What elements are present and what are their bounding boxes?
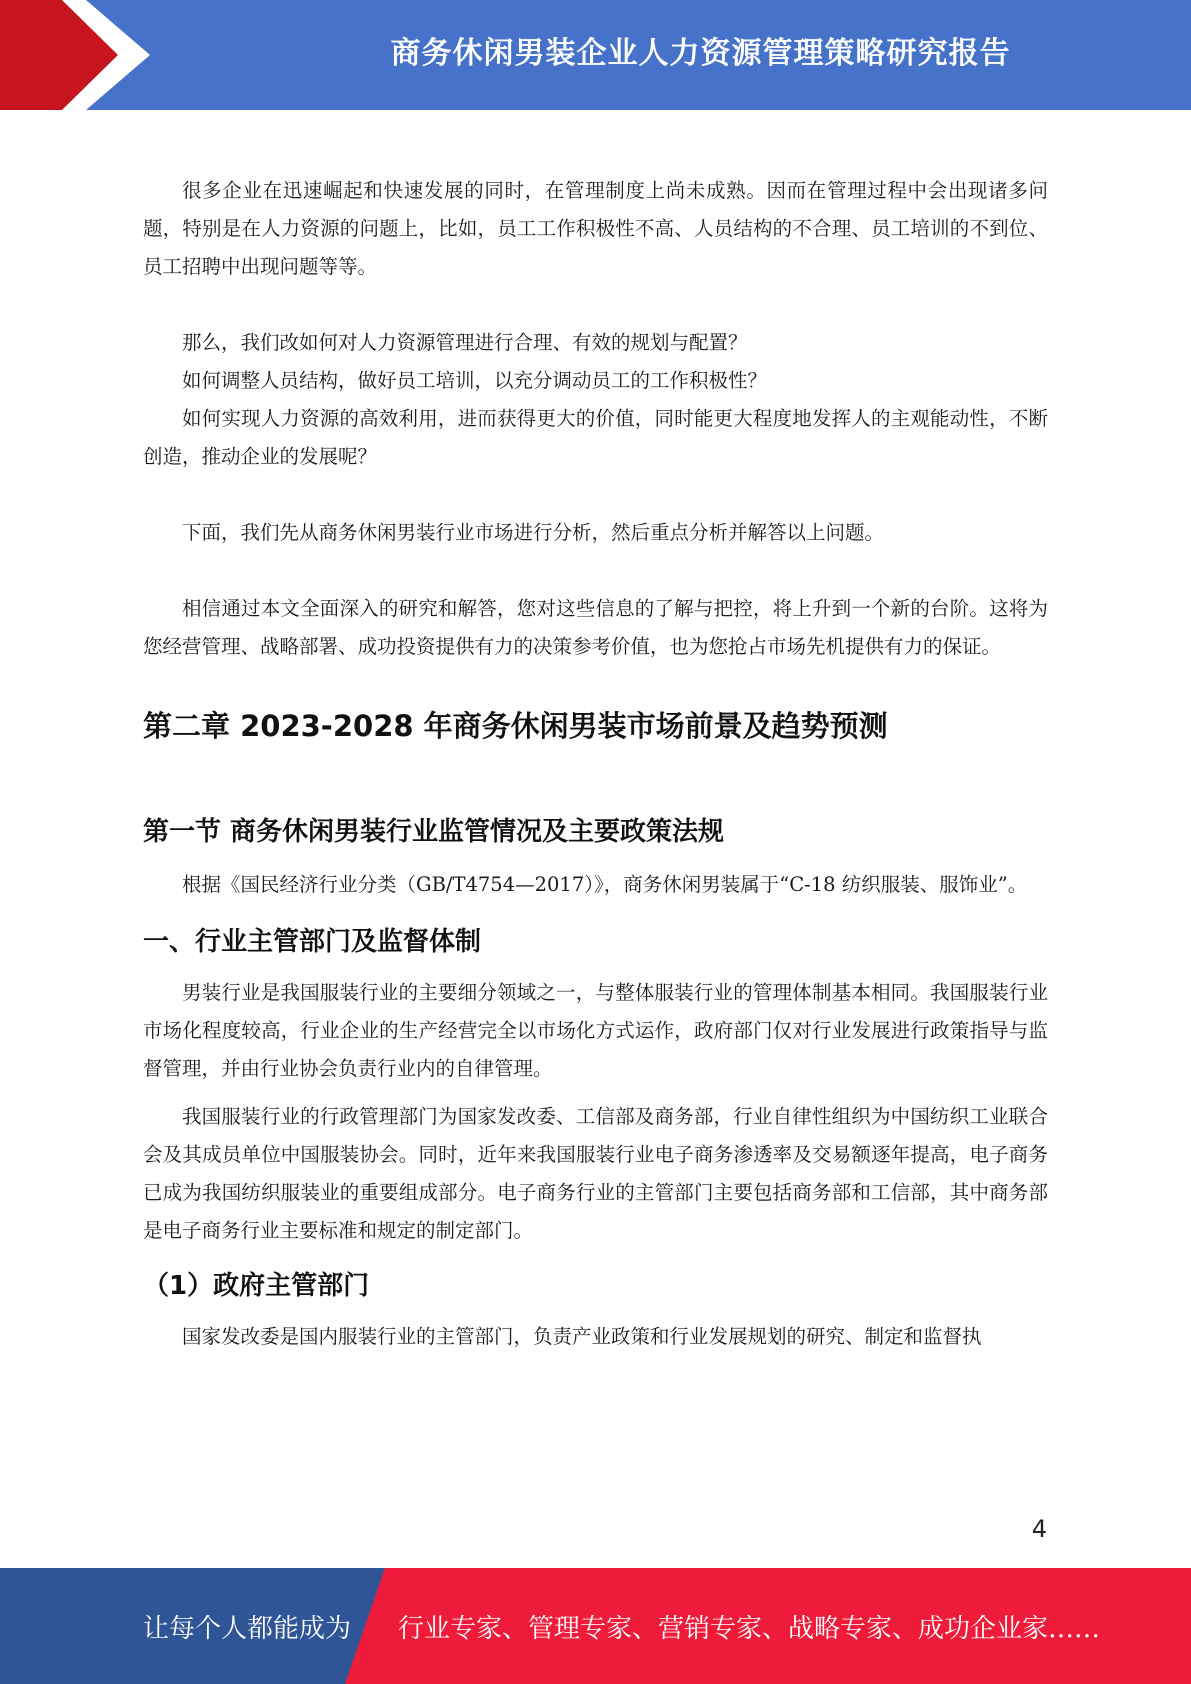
item-paragraph-1: 国家发改委是国内服装行业的主管部门，负责产业政策和行业发展规划的研究、制定和监督执 — [182, 1325, 982, 1348]
footer-slogan-left: 让每个人都能成为 — [143, 1613, 352, 1644]
section-heading: 第一节 商务休闲男装行业监管情况及主要政策法规 — [143, 817, 725, 847]
intro-question-1: 那么，我们改如何对人力资源管理进行合理、有效的规划与配置？ — [182, 331, 748, 354]
section-paragraph-1: 根据《国民经济行业分类（GB/T4754—2017）》，商务休闲男装属于“C-18 纺织服装、服饰业”。 — [182, 873, 1028, 896]
intro-paragraph-1: 很多企业在迅速崛起和快速发展的同时，在管理制度上尚未成熟。因而在管理过程中会出现诸多问题，特别是在人力资源的问题上，比如，员工工作积极性不高、人员结构的不合理、员工培训的不到位、员工招聘中出现问题等等。 — [143, 179, 1048, 278]
intro-paragraph-2: 下面，我们先从商务休闲男装行业市场进行分析，然后重点分析并解答以上问题。 — [182, 521, 885, 544]
intro-question-3: 如何实现人力资源的高效利用，进而获得更大的价值，同时能更大程度地发挥人的主观能动性，不断创造，推动企业的发展呢？ — [143, 407, 1048, 468]
intro-question-2: 如何调整人员结构，做好员工培训，以充分调动员工的工作积极性？ — [182, 369, 768, 392]
page-number: 4 — [1031, 1515, 1047, 1543]
report-title: 商务休闲男装企业人力资源管理策略研究报告 — [390, 36, 1011, 71]
subsection-paragraph-2: 我国服装行业的行政管理部门为国家发改委、工信部及商务部，行业自律性组织为中国纺织工业联合会及其成员单位中国服装协会。同时，近年来我国服装行业电子商务渗透率及交易额逐年提高，电子商务已成为我国纺织服装业的重要组成部分。电子商务行业的主管部门主要包括商务部和工信部，其中商务部是电子商务行业主要标准和规定的制定部门。 — [143, 1105, 1048, 1242]
footer-slogan-right: 行业专家、管理专家、营销专家、战略专家、成功企业家…… — [398, 1613, 1101, 1644]
page-footer — [0, 1568, 1191, 1684]
page-header — [0, 0, 1191, 110]
page-content — [143, 172, 1048, 1356]
subsection-heading: 一、行业主管部门及监督体制 — [143, 927, 482, 957]
intro-paragraph-3: 相信通过本文全面深入的研究和解答，您对这些信息的了解与把控，将上升到一个新的台阶。这将为您经营管理、战略部署、成功投资提供有力的决策参考价值，也为您抢占市场先机提供有力的保证。 — [143, 597, 1048, 658]
chapter-heading: 第二章 2023-2028 年商务休闲男装市场前景及趋势预测 — [143, 709, 888, 743]
subsection-paragraph-1: 男装行业是我国服装行业的主要细分领域之一，与整体服装行业的管理体制基本相同。我国服装行业市场化程度较高，行业企业的生产经营完全以市场化方式运作，政府部门仅对行业发展进行政策指导与监督管理，并由行业协会负责行业内的自律管理。 — [143, 981, 1048, 1080]
item-heading: （1）政府主管部门 — [143, 1271, 370, 1301]
